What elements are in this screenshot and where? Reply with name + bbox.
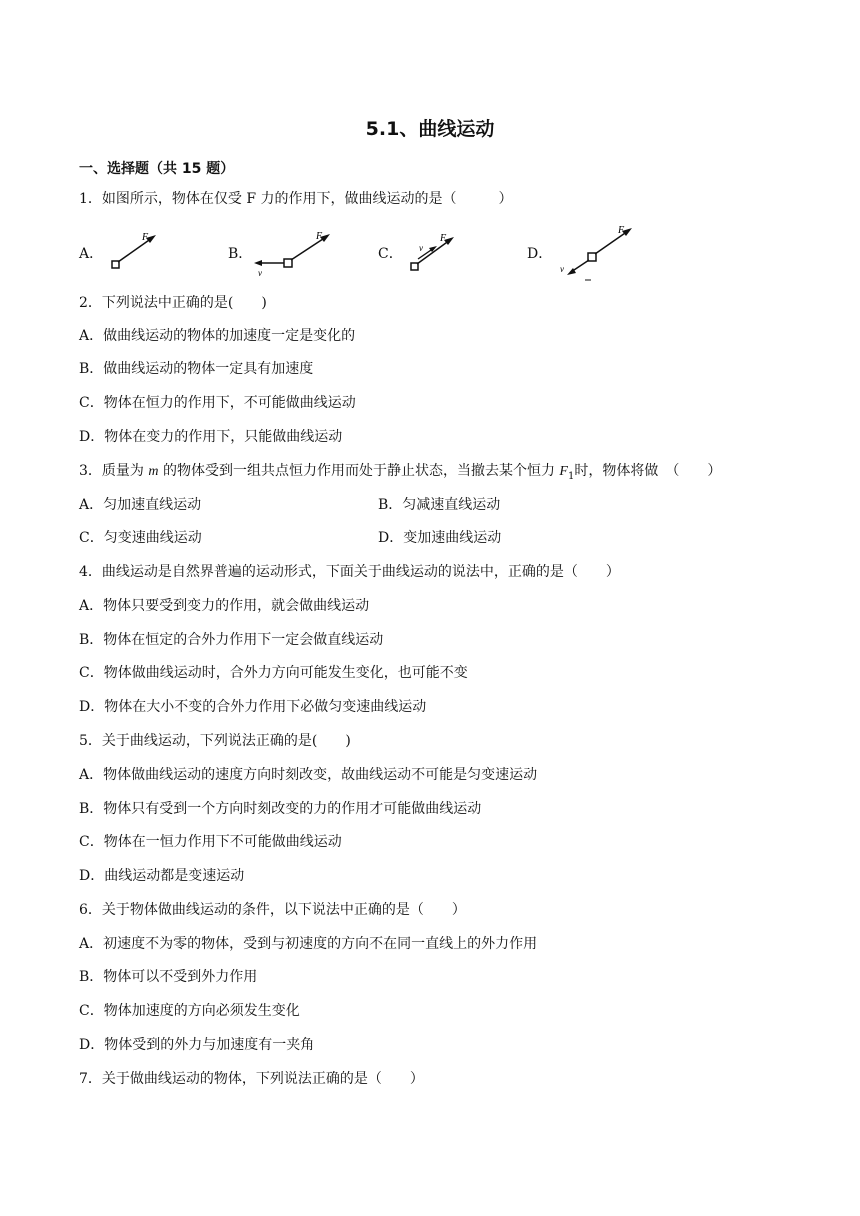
q4-option-d[interactable]: D．物体在大小不变的合外力作用下必做匀变速曲线运动 — [79, 699, 427, 715]
q1-option-c-label[interactable]: C． — [378, 246, 403, 262]
question-3-stem — [79, 462, 721, 486]
q2-option-c[interactable]: C．物体在恒力的作用下，不可能做曲线运动 — [79, 395, 356, 411]
q1-figure-c — [404, 228, 464, 274]
q3-stem-part-3: 时，物体将做 （ ） — [574, 463, 722, 479]
question-6-stem: 6．关于物体做曲线运动的条件，以下说法中正确的是（ ） — [79, 902, 466, 918]
force-label: F — [440, 233, 447, 244]
q1-figure-b — [250, 226, 336, 278]
question-4-stem: 4．曲线运动是自然界普遍的运动形式，下面关于曲线运动的说法中，正确的是（ ） — [79, 564, 620, 580]
q5-option-a[interactable]: A．物体做曲线运动的速度方向时刻改变，故曲线运动不可能是匀变速运动 — [79, 767, 538, 783]
q1-option-b-label[interactable]: B． — [228, 246, 253, 262]
q6-option-d[interactable]: D．物体受到的外力与加速度有一夹角 — [79, 1037, 315, 1053]
q2-option-d[interactable]: D．物体在变力的作用下，只能做曲线运动 — [79, 429, 343, 445]
force-label: F — [142, 232, 149, 243]
q4-option-b[interactable]: B．物体在恒定的合外力作用下一定会做直线运动 — [79, 632, 384, 648]
force-variable: F — [559, 464, 568, 479]
question-7-stem: 7．关于做曲线运动的物体，下列说法正确的是（ ） — [79, 1071, 424, 1087]
q1-figure-d — [556, 222, 640, 286]
velocity-label: v — [560, 264, 564, 274]
q3-option-c[interactable]: C．匀变速曲线运动 — [79, 530, 202, 546]
force-label: F — [618, 225, 625, 236]
object-box — [588, 253, 596, 261]
q6-option-c[interactable]: C．物体加速度的方向必须发生变化 — [79, 1003, 300, 1019]
question-2-stem: 2．下列说法中正确的是( ) — [79, 295, 267, 311]
velocity-label: v — [258, 268, 262, 278]
q3-option-b[interactable]: B．匀减速直线运动 — [378, 497, 501, 513]
q3-option-a[interactable]: A．匀加速直线运动 — [79, 497, 202, 513]
mass-variable: m — [148, 464, 159, 479]
q1-option-a-label[interactable]: A． — [79, 246, 104, 262]
velocity-label: v — [419, 243, 423, 253]
object-box — [284, 259, 292, 267]
q6-option-a[interactable]: A．初速度不为零的物体，受到与初速度的方向不在同一直线上的外力作用 — [79, 936, 538, 952]
question-5-stem: 5．关于曲线运动，下列说法正确的是( ) — [79, 733, 351, 749]
q6-option-b[interactable]: B．物体可以不受到外力作用 — [79, 969, 258, 985]
section-heading: 一、选择题（共 15 题） — [79, 161, 235, 177]
q4-option-a[interactable]: A．物体只要受到变力的作用，就会做曲线运动 — [79, 598, 370, 614]
object-box — [112, 261, 119, 268]
page-title: 5.1、曲线运动 — [365, 118, 495, 140]
q5-option-d[interactable]: D．曲线运动都是变速运动 — [79, 868, 245, 884]
velocity-arrowhead — [254, 260, 262, 266]
q2-option-b[interactable]: B．做曲线运动的物体一定具有加速度 — [79, 361, 314, 377]
q3-option-d[interactable]: D．变加速曲线运动 — [378, 530, 502, 546]
q4-option-c[interactable]: C．物体做曲线运动时，合外力方向可能发生变化，也可能不变 — [79, 665, 468, 681]
force-label: F — [316, 231, 323, 242]
object-box — [411, 263, 418, 270]
question-1-stem: 1．如图所示，物体在仅受 F 力的作用下，做曲线运动的是（ ） — [79, 191, 513, 207]
q3-stem-part-2: 的物体受到一组共点恒力作用而处于静止状态，当撤去某个恒力 — [162, 463, 555, 479]
force-subscript: 1 — [567, 470, 575, 482]
q2-option-a[interactable]: A．做曲线运动的物体的加速度一定是变化的 — [79, 328, 356, 344]
q5-option-c[interactable]: C．物体在一恒力作用下不可能做曲线运动 — [79, 834, 342, 850]
q5-option-b[interactable]: B．物体只有受到一个方向时刻改变的力的作用才可能做曲线运动 — [79, 801, 482, 817]
q1-figure-a — [104, 228, 164, 274]
q1-option-d-label[interactable]: D． — [527, 246, 553, 262]
q3-stem-part-1: 3．质量为 — [79, 463, 144, 479]
